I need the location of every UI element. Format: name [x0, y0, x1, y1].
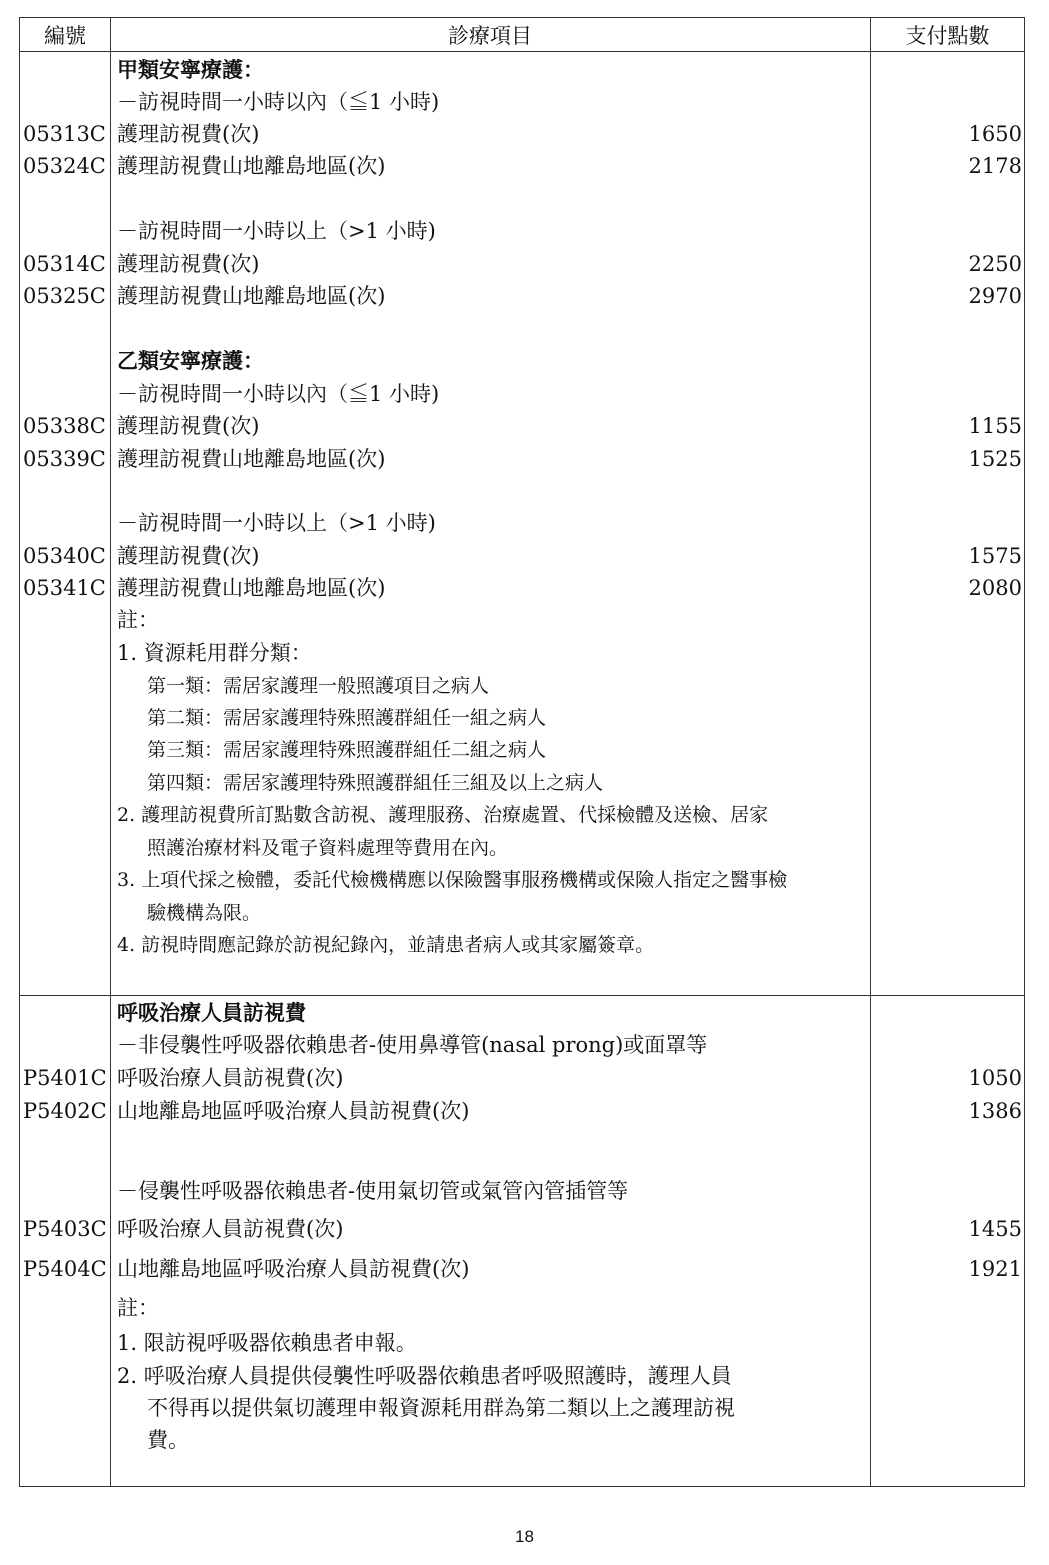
row-code: 05325C: [23, 284, 106, 308]
row-points: 1155: [968, 414, 1022, 438]
row-item: 呼吸治療人員訪視費(次): [117, 1217, 344, 1241]
row-points: 2970: [968, 284, 1022, 308]
row-code: 05324C: [23, 154, 106, 178]
row-points: 1386: [968, 1099, 1022, 1123]
row-code: P5404C: [23, 1257, 107, 1281]
section-title: 呼吸治療人員訪視費: [117, 1000, 306, 1025]
row-points: 2178: [968, 154, 1022, 178]
row-code: 05314C: [23, 252, 106, 276]
row-points: 1921: [968, 1257, 1022, 1281]
header-code: 編號: [44, 24, 86, 48]
row-code: P5403C: [23, 1217, 107, 1241]
note-text: 第四類：需居家護理特殊照護群組任三組及以上之病人: [147, 772, 604, 794]
row-item: 呼吸治療人員訪視費(次): [117, 1066, 344, 1090]
subheading: －侵襲性呼吸器依賴患者-使用氣切管或氣管內管插管等: [117, 1179, 629, 1203]
row-code: P5402C: [23, 1099, 107, 1123]
row-code: 05339C: [23, 447, 106, 471]
row-item: 護理訪視費(次): [117, 122, 260, 146]
row-code: 05340C: [23, 544, 106, 568]
subheading: －非侵襲性呼吸器依賴患者-使用鼻導管(nasal prong)或面罩等: [117, 1033, 708, 1057]
row-item: 護理訪視費山地離島地區(次): [117, 447, 386, 471]
column-divider-points: [870, 18, 871, 1486]
row-item: 護理訪視費(次): [117, 252, 260, 276]
header-item: 診療項目: [448, 24, 532, 48]
section-title: 甲類安寧療護：: [117, 57, 264, 82]
section-divider: [20, 995, 1024, 996]
row-item: 護理訪視費山地離島地區(次): [117, 284, 386, 308]
row-item: 護理訪視費山地離島地區(次): [117, 576, 386, 600]
row-item: 山地離島地區呼吸治療人員訪視費(次): [117, 1099, 470, 1123]
row-points: 1525: [968, 447, 1022, 471]
row-points: 2080: [968, 576, 1022, 600]
note-text: 照護治療材料及電子資料處理等費用在內。: [147, 837, 509, 859]
row-code: P5401C: [23, 1066, 107, 1090]
row-item: 護理訪視費(次): [117, 414, 260, 438]
column-divider-code: [110, 18, 111, 1486]
note-text: 4. 訪視時間應記錄於訪視紀錄內，並請患者病人或其家屬簽章。: [117, 934, 655, 956]
row-code: 05313C: [23, 122, 106, 146]
page-number: 18: [515, 1527, 534, 1546]
note-text: 1. 資源耗用群分類：: [117, 641, 312, 665]
note-text: 第三類：需居家護理特殊照護群組任二組之病人: [147, 739, 547, 761]
note-text: 費。: [147, 1428, 189, 1452]
note-text: 1. 限訪視呼吸器依賴患者申報。: [117, 1331, 417, 1355]
row-code: 05338C: [23, 414, 106, 438]
row-points: 1455: [968, 1217, 1022, 1241]
subheading: －訪視時間一小時以內（≦1 小時): [117, 382, 440, 406]
row-points: 1650: [968, 122, 1022, 146]
subheading: －訪視時間一小時以上（>1 小時): [117, 511, 436, 535]
note-text: 驗機構為限。: [147, 902, 262, 924]
note-text: 第一類：需居家護理一般照護項目之病人: [147, 675, 490, 697]
row-points: 2250: [968, 252, 1022, 276]
header-points: 支付點數: [905, 24, 990, 48]
note-text: 2. 呼吸治療人員提供侵襲性呼吸器依賴患者呼吸照護時，護理人員: [117, 1364, 732, 1388]
row-item: 山地離島地區呼吸治療人員訪視費(次): [117, 1257, 470, 1281]
subheading: －訪視時間一小時以內（≦1 小時): [117, 90, 440, 114]
row-code: 05341C: [23, 576, 106, 600]
fee-table: [19, 17, 1025, 1487]
note-text: 不得再以提供氣切護理申報資源耗用群為第二類以上之護理訪視: [147, 1396, 735, 1420]
note-text: 第二類：需居家護理特殊照護群組任一組之病人: [147, 707, 547, 729]
row-item: 護理訪視費山地離島地區(次): [117, 154, 386, 178]
row-points: 1575: [968, 544, 1022, 568]
section-title: 乙類安寧療護：: [117, 348, 264, 373]
note-text: 2. 護理訪視費所訂點數含訪視、護理服務、治療處置、代採檢體及送檢、居家: [117, 804, 769, 826]
note-label: 註：: [117, 608, 159, 632]
note-text: 3. 上項代採之檢體，委託代檢機構應以保險醫事服務機構或保險人指定之醫事檢: [117, 869, 788, 891]
subheading: －訪視時間一小時以上（>1 小時): [117, 219, 436, 243]
note-label: 註：: [117, 1296, 159, 1320]
row-item: 護理訪視費(次): [117, 544, 260, 568]
row-points: 1050: [968, 1066, 1022, 1090]
